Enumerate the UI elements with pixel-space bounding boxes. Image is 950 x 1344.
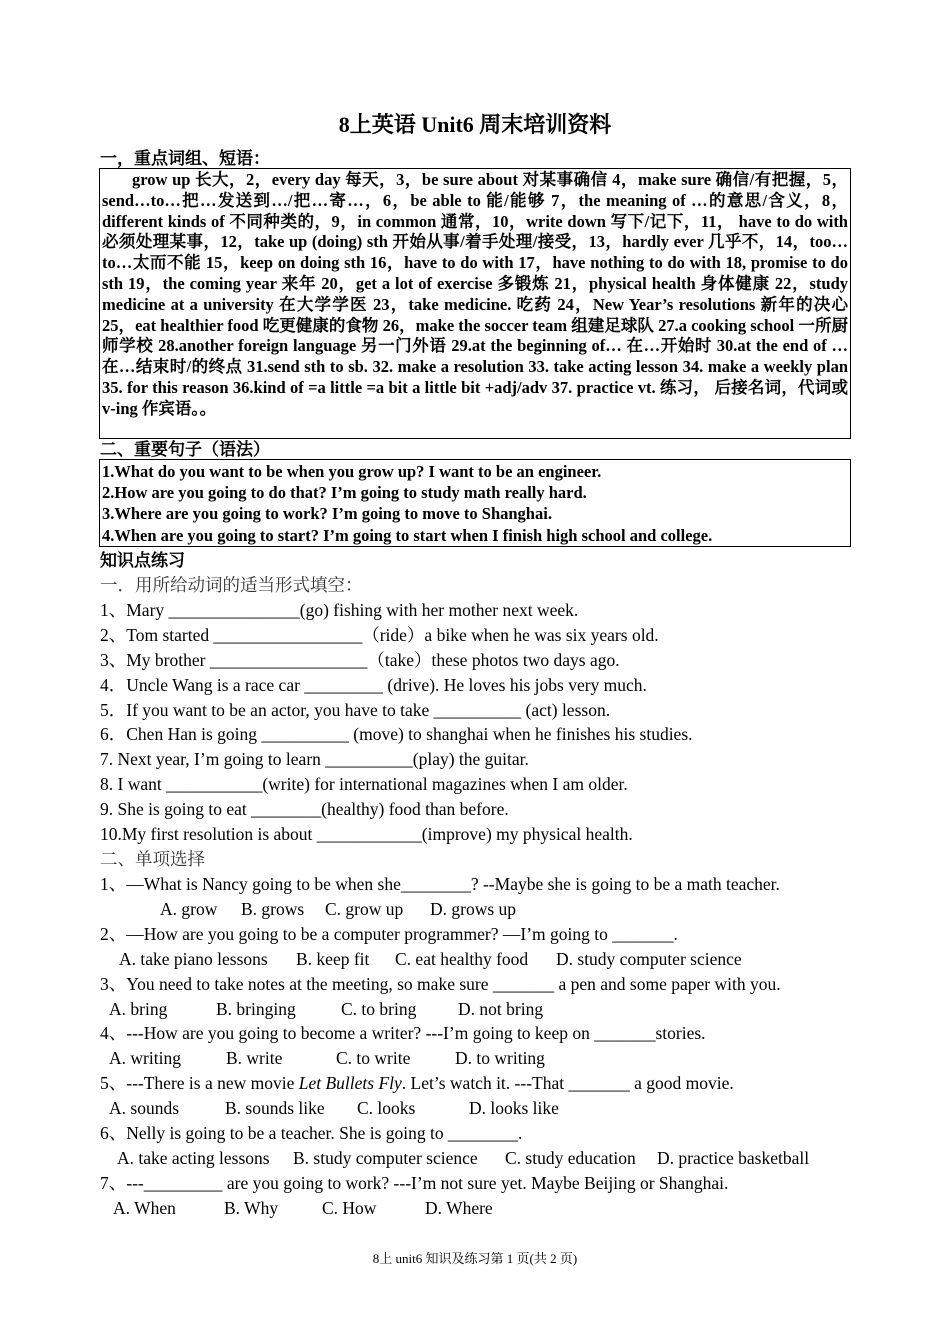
q7-option-d: D. Where: [425, 1198, 493, 1218]
fill-item-10: 10.My first resolution is about ____________(improve) my physical health.: [100, 824, 633, 844]
q3-option-a: A. bring: [109, 999, 168, 1019]
section-2-heading: 二、重要句子（语法）: [100, 440, 270, 459]
sentence-1: 1.What do you want to be when you grow up? I want to be an engineer.: [102, 462, 602, 481]
page-title: 8上英语 Unit6 周末培训资料: [338, 112, 612, 137]
q5-option-b: B. sounds like: [225, 1098, 325, 1118]
q5-option-c: C. looks: [357, 1098, 416, 1118]
q2-option-a: A. take piano lessons: [119, 949, 268, 969]
page-footer: 8上 unit6 知识及练习第 1 页(共 2 页): [372, 1251, 578, 1266]
mc-question-6: 6、Nelly is going to be a teacher. She is going to ________.: [100, 1123, 523, 1143]
q7-option-a: A. When: [113, 1198, 176, 1218]
q7-option-c: C. How: [322, 1198, 377, 1218]
sentence-3: 3.Where are you going to work? I’m going to move to Shanghai.: [102, 504, 552, 524]
fill-item-7: 7. Next year, I’m going to learn __________(play) the guitar.: [100, 749, 529, 769]
q4-option-c: C. to write: [336, 1048, 411, 1068]
fill-item-4: 4．Uncle Wang is a race car _________ (drive). He loves his jobs very much.: [100, 675, 647, 695]
fill-item-1: 1、Mary _______________(go) fishing with her mother next week.: [100, 600, 579, 620]
mc-question-5: [100, 1071, 734, 1095]
q4-option-b: B. write: [226, 1048, 283, 1068]
sentence-2: 2.How are you going to do that? I’m going to study math really hard.: [102, 483, 587, 503]
q6-option-b: B. study computer science: [293, 1148, 478, 1168]
q1-option-a: A. grow: [160, 899, 218, 919]
mc-question-1: 1、—What is Nancy going to be when she________? --Maybe she is going to be a math teacher.: [100, 874, 780, 894]
fill-item-6: 6．Chen Han is going __________ (move) to shanghai when he finishes his studies.: [100, 724, 693, 744]
q6-option-a: A. take acting lessons: [117, 1148, 270, 1168]
sentences-box: [99, 459, 851, 547]
practice-heading: 知识点练习: [100, 551, 185, 570]
q4-option-a: A. writing: [109, 1048, 181, 1068]
q3-option-c: C. to bring: [341, 999, 417, 1019]
q5-option-d: D. looks like: [469, 1098, 559, 1118]
fill-item-9: 9. She is going to eat ________(healthy) food than before.: [100, 799, 509, 819]
q6-option-c: C. study education: [505, 1148, 636, 1168]
q2-option-c: C. eat healthy food: [395, 949, 529, 969]
part-1-heading: 一．用所给动词的适当形式填空：: [100, 575, 363, 595]
q3-option-d: D. not bring: [458, 999, 544, 1019]
vocab-box: [99, 168, 851, 439]
q5-text-start: 5、---There is a new movie: [100, 1073, 299, 1093]
q5-text-end: . Let’s watch it. ---That _______ a good movie.: [401, 1073, 734, 1093]
part-2-heading: 二、单项选择: [100, 849, 205, 869]
section-1-heading: 一，重点词组、短语：: [100, 149, 270, 168]
q5-movie-title: Let Bullets Fly: [298, 1073, 402, 1093]
q2-option-b: B. keep fit: [296, 949, 370, 969]
mc-question-4: 4、---How are you going to become a writer? ---I’m going to keep on _______stories.: [100, 1023, 706, 1043]
mc-question-7: 7、---_________ are you going to work? ---I’m not sure yet. Maybe Beijing or Shanghai.: [100, 1173, 729, 1193]
fill-item-3: 3、My brother __________________（take）these photos two days ago.: [100, 650, 620, 670]
q7-option-b: B. Why: [224, 1198, 279, 1218]
fill-item-2: 2、Tom started _________________（ride）a bike when he was six years old.: [100, 625, 659, 645]
mc-question-3: 3、You need to take notes at the meeting, so make sure _______ a pen and some paper with you.: [100, 974, 781, 994]
q4-option-d: D. to writing: [455, 1048, 545, 1068]
vocab-text: grow up 长大，2，every day 每天，3，be sure about 对某事确信 4，make sure 确信/有把握，5，send…to…把…发送到…/把…寄…，6，be able to 能/能够 7，the meaning of …的意思/含义，8，different kinds of 不同种类的，9，in common 通常，10，write down 写下/记下，11， have to do with 必须处理某事，12，take up (doing) sth 开始从事/着手处理/接受，13，hardly ever 几乎不，14，too…to…太而不能 15，keep on doing sth 16，have to do with 17，have nothing to do with 18, promise to do sth 19，the coming year 来年 20，get a lot of exercise 多锻炼 21，physical health 身体健康 22，study medicine at a university 在大学学医 23，take medicine. 吃药 24，New Year’s resolutions 新年的决心 25，eat healthier food 吃更健康的食物 26，make the soccer team 组建足球队 27.a cooking school 一所厨师学校 28.another foreign language 另一门外语 29.at the beginning of… 在…开始时 30.at the end of … 在…结束时/的终点 31.send sth to sb. 32. make a resolution 33. take acting lesson 34. make a weekly plan 35. for this reason 36.kind of =a little =a bit a little bit +adj/adv 37. practice vt. 练习， 后接名词，代词或 v-ing 作宾语。。: [102, 170, 848, 418]
q1-option-b: B. grows: [241, 899, 305, 919]
fill-item-5: 5．If you want to be an actor, you have to take __________ (act) lesson.: [100, 700, 611, 720]
q5-option-a: A. sounds: [109, 1098, 180, 1118]
mc-question-2: 2、—How are you going to be a computer programmer? —I’m going to _______.: [100, 924, 678, 944]
q1-option-c: C. grow up: [325, 899, 404, 919]
q2-option-d: D. study computer science: [556, 949, 742, 969]
q6-option-d: D. practice basketball: [657, 1148, 810, 1168]
q1-option-d: D. grows up: [430, 899, 517, 919]
fill-item-8: 8. I want ___________(write) for international magazines when I am older.: [100, 774, 628, 794]
sentence-4: 4.When are you going to start? I’m going to start when I finish high school and college.: [102, 525, 713, 545]
q3-option-b: B. bringing: [216, 999, 296, 1019]
